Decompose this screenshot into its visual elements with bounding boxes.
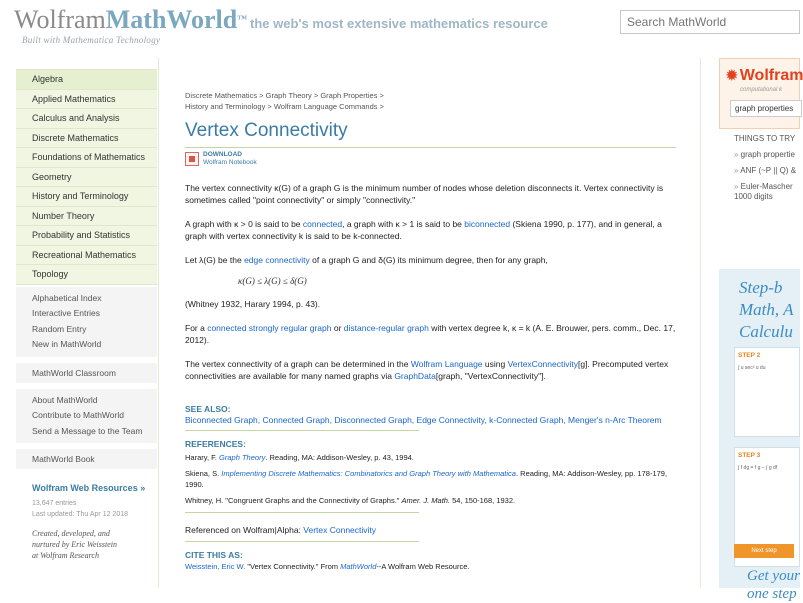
link-strongly-regular[interactable]: connected strongly regular graph [207, 323, 332, 333]
link-graphdata[interactable]: GraphData [394, 371, 436, 381]
nav-item-probability[interactable]: Probability and Statistics [16, 226, 157, 246]
nav-about[interactable]: About MathWorld [32, 394, 98, 405]
nav-item-number-theory[interactable]: Number Theory [16, 207, 157, 227]
step-2-formula: ∫ u sec² u du [738, 365, 766, 371]
last-updated: Last updated: Thu Apr 12 2018 [32, 511, 129, 518]
nav-classroom[interactable]: MathWorld Classroom [16, 363, 157, 383]
notebook-icon [185, 152, 199, 166]
about-nav [16, 389, 157, 444]
ref3-rest: 54, 150-168, 1932. [450, 496, 516, 505]
try-item-1[interactable] [734, 150, 795, 160]
ref2-author: Skiena, S. [185, 469, 222, 478]
p6-text-c: [g]. Precomputed vertex connectivities are available for many named graphs via [185, 359, 669, 381]
link-author[interactable]: Weisstein, Eric W. [185, 562, 246, 571]
ref1-rest: . Reading, MA: Addison-Wesley, p. 43, 1994. [265, 453, 414, 462]
nav-book[interactable]: MathWorld Book [16, 449, 157, 469]
see-also-links[interactable]: Biconnected Graph, Connected Graph, Disconnected Graph, Edge Connectivity, k-Connected Graph, Menger's n-Arc Theorem [185, 415, 662, 425]
paragraph-edge-connectivity [185, 254, 680, 266]
ref3-journal: Amer. J. Math. [401, 496, 451, 505]
logo-subtitle: Built with Mathematica Technology [22, 35, 161, 45]
ref1-title-link[interactable]: Graph Theory [219, 453, 266, 462]
p5-text-c: with vertex degree k, κ = k (A. E. Brouwer, pers. comm., Dec. 17, 2012). [185, 323, 676, 345]
p5-text-b: or [331, 323, 344, 333]
p5-text-a: For a [185, 323, 208, 333]
nav-item-calculus[interactable]: Calculus and Analysis [16, 109, 157, 129]
promo-foot-line-1: Get your [747, 568, 800, 584]
bullet-icon: » [734, 166, 741, 175]
ref2-rest: . Reading, MA: Addison-Wesley, pp. 178-179, 1990. [185, 469, 668, 489]
link-connected[interactable]: connected [302, 219, 343, 229]
alpha-text: Referenced on Wolfram|Alpha: [185, 525, 304, 535]
promo-headline [739, 277, 793, 343]
nav-item-history[interactable]: History and Terminology [16, 187, 157, 207]
breadcrumb-line-1[interactable]: Discrete Mathematics > Graph Theory > Graph Properties > [185, 91, 384, 100]
wolfram-alpha-reference [185, 525, 680, 535]
bullet-icon: » [734, 182, 741, 191]
nav-item-discrete-mathematics[interactable]: Discrete Mathematics [16, 129, 157, 149]
site-tagline: the web's most extensive mathematics resource [250, 16, 548, 31]
nav-item-applied-mathematics[interactable]: Applied Mathematics [16, 90, 157, 110]
mathworld-logo[interactable]: WolframMathWorld™ [14, 5, 248, 34]
logo-wolfram-text: Wolfram [14, 5, 106, 34]
logo-mathworld-text: MathWorld [105, 5, 238, 34]
citation [185, 562, 680, 571]
see-also-divider [185, 430, 419, 431]
nav-alphabetical-index[interactable]: Alphabetical Index [32, 292, 102, 303]
nav-item-topology[interactable]: Topology [16, 265, 157, 285]
step-by-step-promo[interactable] [719, 269, 800, 602]
link-distance-regular[interactable]: distance-regular graph [343, 323, 429, 333]
see-also-heading: SEE ALSO: [185, 404, 231, 414]
article [185, 90, 680, 571]
promo-footer [747, 567, 800, 603]
wolfram-alpha-input[interactable]: graph properties [730, 100, 802, 117]
p6-text-b: using [482, 359, 508, 369]
nav-contribute[interactable]: Contribute to MathWorld [32, 410, 124, 420]
p6-text-d: [graph, "VertexConnectivity"]. [435, 371, 546, 381]
paragraph-regular-graph [185, 322, 680, 346]
p2-text-a: A graph with κ > 0 is said to be [185, 219, 303, 229]
link-vertexconnectivity[interactable]: VertexConnectivity [507, 359, 578, 369]
paragraph-connected [185, 218, 680, 242]
reference-harary [185, 452, 680, 463]
try-item-3-text-b: 1000 digits [734, 192, 773, 201]
promo-foot-line-2: one step [747, 586, 797, 602]
things-to-try-heading: THINGS TO TRY [734, 134, 796, 143]
promo-line-2: Math, A [739, 300, 794, 319]
download-sublabel: Wolfram Notebook [203, 159, 257, 166]
credit-line-1: Created, developed, and [32, 529, 110, 538]
download-text [203, 151, 257, 167]
download-label: DOWNLOAD [203, 151, 242, 158]
bullet-icon: » [734, 150, 741, 159]
next-step-button[interactable]: Next step [734, 544, 794, 558]
try-item-2-text: ANF (~P || Q) & [740, 166, 797, 175]
link-biconnected[interactable]: biconnected [464, 219, 511, 229]
cite-text-b: "Vertex Connectivity." From [245, 562, 341, 571]
promo-line-1: Step-b [739, 278, 783, 297]
cite-text-d: --A Wolfram Web Resource. [376, 562, 470, 571]
ref1-author: Harary, F. [185, 453, 220, 462]
try-item-3-text: Euler-Mascher [740, 182, 793, 191]
nav-item-foundations[interactable]: Foundations of Mathematics [16, 148, 157, 168]
wa-subtitle: computational k [740, 87, 783, 93]
right-sidebar [719, 58, 803, 602]
inequality-equation: κ(G) ≤ λ(G) ≤ δ(G) [238, 276, 307, 286]
nav-item-recreational[interactable]: Recreational Mathematics [16, 246, 157, 266]
nav-new-in-mathworld[interactable]: New in MathWorld [32, 339, 102, 349]
nav-item-algebra[interactable]: Algebra [16, 70, 157, 90]
alpha-divider [185, 541, 419, 542]
credit-line-2: nurtured by Eric Weisstein [32, 540, 117, 549]
site-header [0, 0, 800, 48]
paragraph-wolfram-language [185, 358, 680, 382]
wolfram-star-icon: ✹ [726, 67, 738, 83]
cite-heading: CITE THIS AS: [185, 550, 243, 560]
p2-text-c: (Skiena 1990, p. 177), and in general, a graph with vertex connectivity k is said to be k-connected. [185, 219, 662, 241]
step-2-card [734, 347, 800, 437]
p3-text-a: Let λ(G) be the [185, 255, 245, 265]
download-notebook-button[interactable] [185, 150, 680, 168]
main-content [158, 58, 701, 588]
breadcrumb [185, 90, 680, 112]
references-divider [185, 512, 419, 513]
breadcrumb-line-2[interactable]: History and Terminology > Wolfram Language Commands > [185, 102, 384, 111]
wolfram-alpha-widget [719, 58, 803, 129]
credit-line-3: at Wolfram Research [32, 551, 99, 560]
paragraph-citation: (Whitney 1932, Harary 1994, p. 43). [185, 299, 321, 309]
link-mathworld[interactable]: MathWorld [340, 562, 377, 571]
try-item-1-text: graph propertie [740, 150, 795, 159]
nav-random-entry[interactable]: Random Entry [32, 323, 87, 334]
credit-text [16, 528, 157, 561]
nav-interactive-entries[interactable]: Interactive Entries [32, 308, 101, 318]
title-divider [185, 147, 676, 148]
nav-item-geometry[interactable]: Geometry [16, 168, 157, 188]
entry-count: 13,647 entries [32, 500, 77, 507]
link-edge-connectivity[interactable]: edge connectivity [244, 255, 310, 265]
topic-nav [16, 69, 157, 285]
nav-send-message[interactable]: Send a Message to the Team [32, 425, 143, 436]
promo-line-3: Calculu [739, 322, 793, 341]
wa-logo-text: Wolfram [739, 67, 803, 84]
p6-text-a: The vertex connectivity of a graph can be determined in the [185, 359, 411, 369]
try-item-2[interactable] [734, 166, 796, 176]
tools-nav [16, 287, 157, 357]
paragraph-definition: The vertex connectivity κ(G) of a graph G is the minimum number of nodes whose deletion disconnects it. Vertex connectivity is sometimes called "point connectivity" or simply "connectivity." [185, 183, 664, 205]
left-sidebar [16, 69, 157, 561]
reference-skiena [185, 468, 680, 490]
ref2-title-link[interactable]: Implementing Discrete Mathematics: Combinatorics and Graph Theory with Mathematica [221, 469, 516, 478]
search-input[interactable] [620, 10, 800, 34]
reference-whitney [185, 495, 680, 506]
link-wolfram-alpha[interactable]: Vertex Connectivity [303, 525, 377, 535]
ref3-author: Whitney, H. "Congruent Graphs and the Connectivity of Graphs." [185, 496, 402, 505]
wolfram-alpha-logo[interactable] [726, 67, 803, 85]
page-title: Vertex Connectivity [185, 120, 348, 141]
references-heading: REFERENCES: [185, 439, 246, 449]
p3-text-b: of a graph G and δ(G) its minimum degree, then for any graph, [309, 255, 548, 265]
step-3-formula: ∫ f dg = f g − ∫ g df [738, 465, 778, 471]
wolfram-resources-link[interactable]: Wolfram Web Resources » [32, 483, 146, 493]
step-3-label: STEP 3 [738, 452, 761, 459]
p2-text-b: , a graph with κ > 1 is said to be [342, 219, 465, 229]
try-item-3[interactable] [734, 182, 793, 202]
link-wolfram-language[interactable]: Wolfram Language [410, 359, 483, 369]
step-2-label: STEP 2 [738, 352, 761, 359]
